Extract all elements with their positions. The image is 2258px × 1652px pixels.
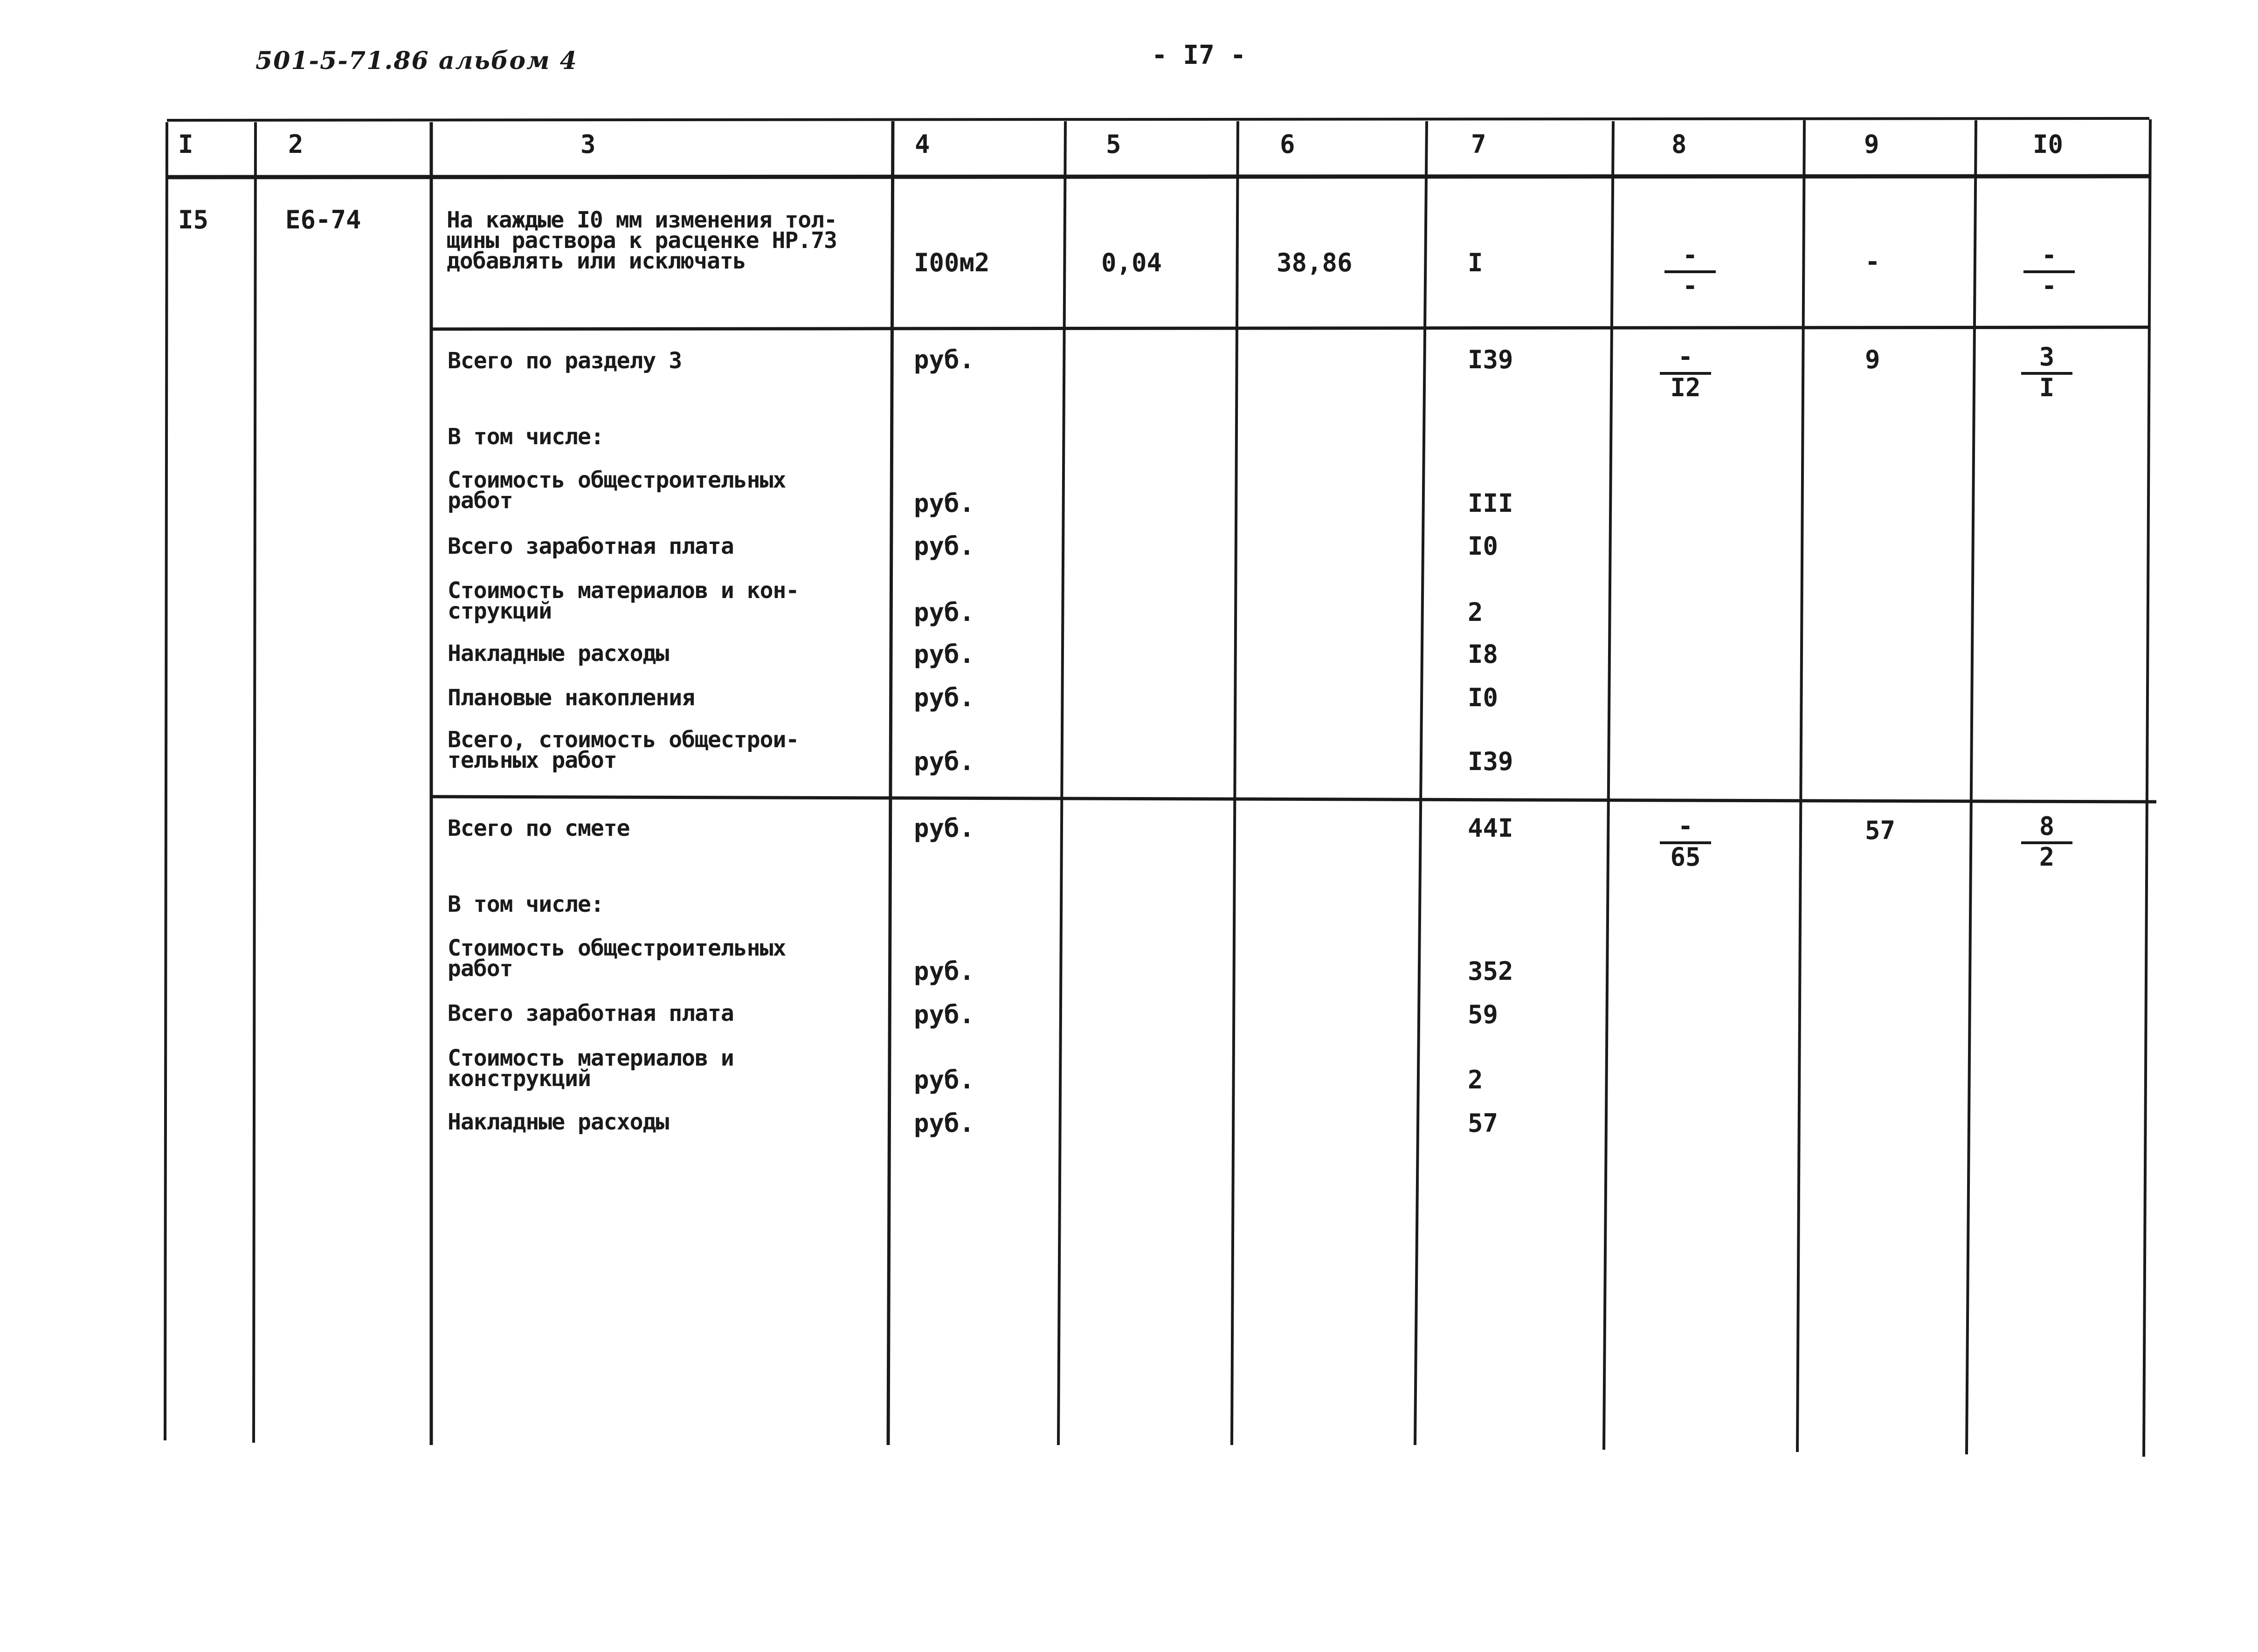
row15-description: На каждые I0 мм изменения тол- щины раствора к расценке НР.73 добавлять или исключать — [447, 207, 837, 274]
col-border-10 — [1967, 120, 1976, 1454]
row15-price: 38,86 — [1277, 248, 1353, 277]
section3-total: I39 — [1468, 345, 1513, 374]
column-header-10: I0 — [2033, 130, 2064, 159]
estimate-col8-fraction: - 65 — [1660, 813, 1711, 870]
row15-code: Е6-74 — [285, 205, 361, 234]
column-header-5: 5 — [1106, 130, 1121, 159]
estimate-item-unit: руб. — [914, 1108, 975, 1138]
estimate-item-unit: руб. — [914, 957, 975, 986]
section3-item-value: III — [1468, 489, 1513, 518]
col-border-8 — [1604, 121, 1613, 1450]
section3-including-label: В том числе: — [448, 424, 604, 450]
estimate-item-value: 57 — [1468, 1108, 1498, 1138]
estimate-item-unit: руб. — [914, 1000, 975, 1029]
col-border-11 — [2144, 119, 2150, 1457]
section3-unit: руб. — [914, 345, 975, 374]
section3-item-value: I39 — [1468, 747, 1513, 776]
section3-item-unit: руб. — [914, 640, 975, 669]
estimate-item-label: Стоимость общестроительных работ — [448, 935, 786, 982]
col-border-5 — [1058, 121, 1065, 1445]
section3-item-unit: руб. — [914, 683, 975, 712]
column-header-2: 2 — [288, 130, 304, 159]
section3-col8-fraction: - I2 — [1660, 344, 1711, 401]
section3-item-label: Всего, стоимость общестрои- тельных работ — [448, 727, 799, 773]
estimate-item-value: 2 — [1468, 1065, 1483, 1094]
section3-item-label: Плановые накопления — [448, 685, 695, 711]
section3-item-value: I8 — [1468, 640, 1498, 669]
section3-item-unit: руб. — [914, 531, 975, 561]
column-header-3: 3 — [580, 130, 596, 159]
section3-item-unit: руб. — [914, 489, 975, 518]
estimate-item-label: Стоимость материалов и конструкций — [448, 1045, 734, 1092]
col-border-7 — [1415, 121, 1427, 1445]
document-code: 501-5-71.86 альбом 4 — [255, 47, 578, 75]
estimate-col10-fraction: $\frac{8}{2}$ — [2021, 813, 2072, 870]
estimate-item-label: Накладные расходы — [448, 1109, 669, 1135]
table-top-border — [167, 118, 2149, 120]
col-border-2 — [254, 122, 255, 1443]
col-border-4 — [888, 121, 893, 1445]
column-header-7: 7 — [1471, 130, 1486, 159]
row15-col10-fraction: - - — [2023, 242, 2075, 299]
estimate-col9: 57 — [1865, 816, 1896, 845]
estimate-item-label: Всего заработная плата — [448, 1000, 734, 1026]
estimate-item-unit: руб. — [914, 1065, 975, 1094]
section3-title: Всего по разделу 3 — [448, 348, 682, 374]
row15-bottom-border — [431, 327, 2150, 329]
section3-col9: 9 — [1865, 345, 1880, 374]
col-border-6 — [1232, 121, 1238, 1445]
estimate-item-value: 59 — [1468, 1000, 1498, 1029]
estimate-total: 44I — [1468, 813, 1513, 843]
column-header-4: 4 — [915, 130, 930, 159]
estimate-unit: руб. — [914, 813, 975, 843]
section3-item-label: Стоимость общестроительных работ — [448, 467, 786, 514]
column-header-8: 8 — [1671, 130, 1687, 159]
row15-quantity: 0,04 — [1101, 248, 1162, 277]
section3-item-value: I0 — [1468, 683, 1498, 712]
row15-col8-fraction: - - — [1664, 242, 1716, 299]
estimate-item-value: 352 — [1468, 957, 1513, 986]
section3-item-label: Всего заработная плата — [448, 533, 734, 559]
section3-item-value: I0 — [1468, 531, 1498, 561]
section3-item-label: Накладные расходы — [448, 640, 669, 667]
col-border-1 — [165, 122, 167, 1440]
section3-col10-fraction: $\frac{3}{I}$ — [2021, 344, 2072, 401]
row15-total: I — [1468, 248, 1483, 277]
header-bottom-border — [167, 176, 2149, 177]
row15-unit: I00м2 — [914, 248, 990, 277]
row15-col9: - — [1865, 247, 1880, 276]
column-header-1: I — [178, 130, 193, 159]
section3-item-value: 2 — [1468, 598, 1483, 627]
column-header-6: 6 — [1280, 130, 1295, 159]
row15-number: I5 — [178, 205, 209, 234]
page-number: - I7 - — [1152, 40, 1246, 70]
section3-item-label: Стоимость материалов и кон- струкций — [448, 578, 799, 624]
estimate-including-label: В том числе: — [448, 891, 604, 917]
section3-bottom-border — [431, 797, 2156, 802]
estimate-title: Всего по смете — [448, 815, 630, 841]
section3-item-unit: руб. — [914, 747, 975, 776]
column-header-9: 9 — [1864, 130, 1879, 159]
section3-item-unit: руб. — [914, 598, 975, 627]
col-border-9 — [1797, 120, 1804, 1452]
